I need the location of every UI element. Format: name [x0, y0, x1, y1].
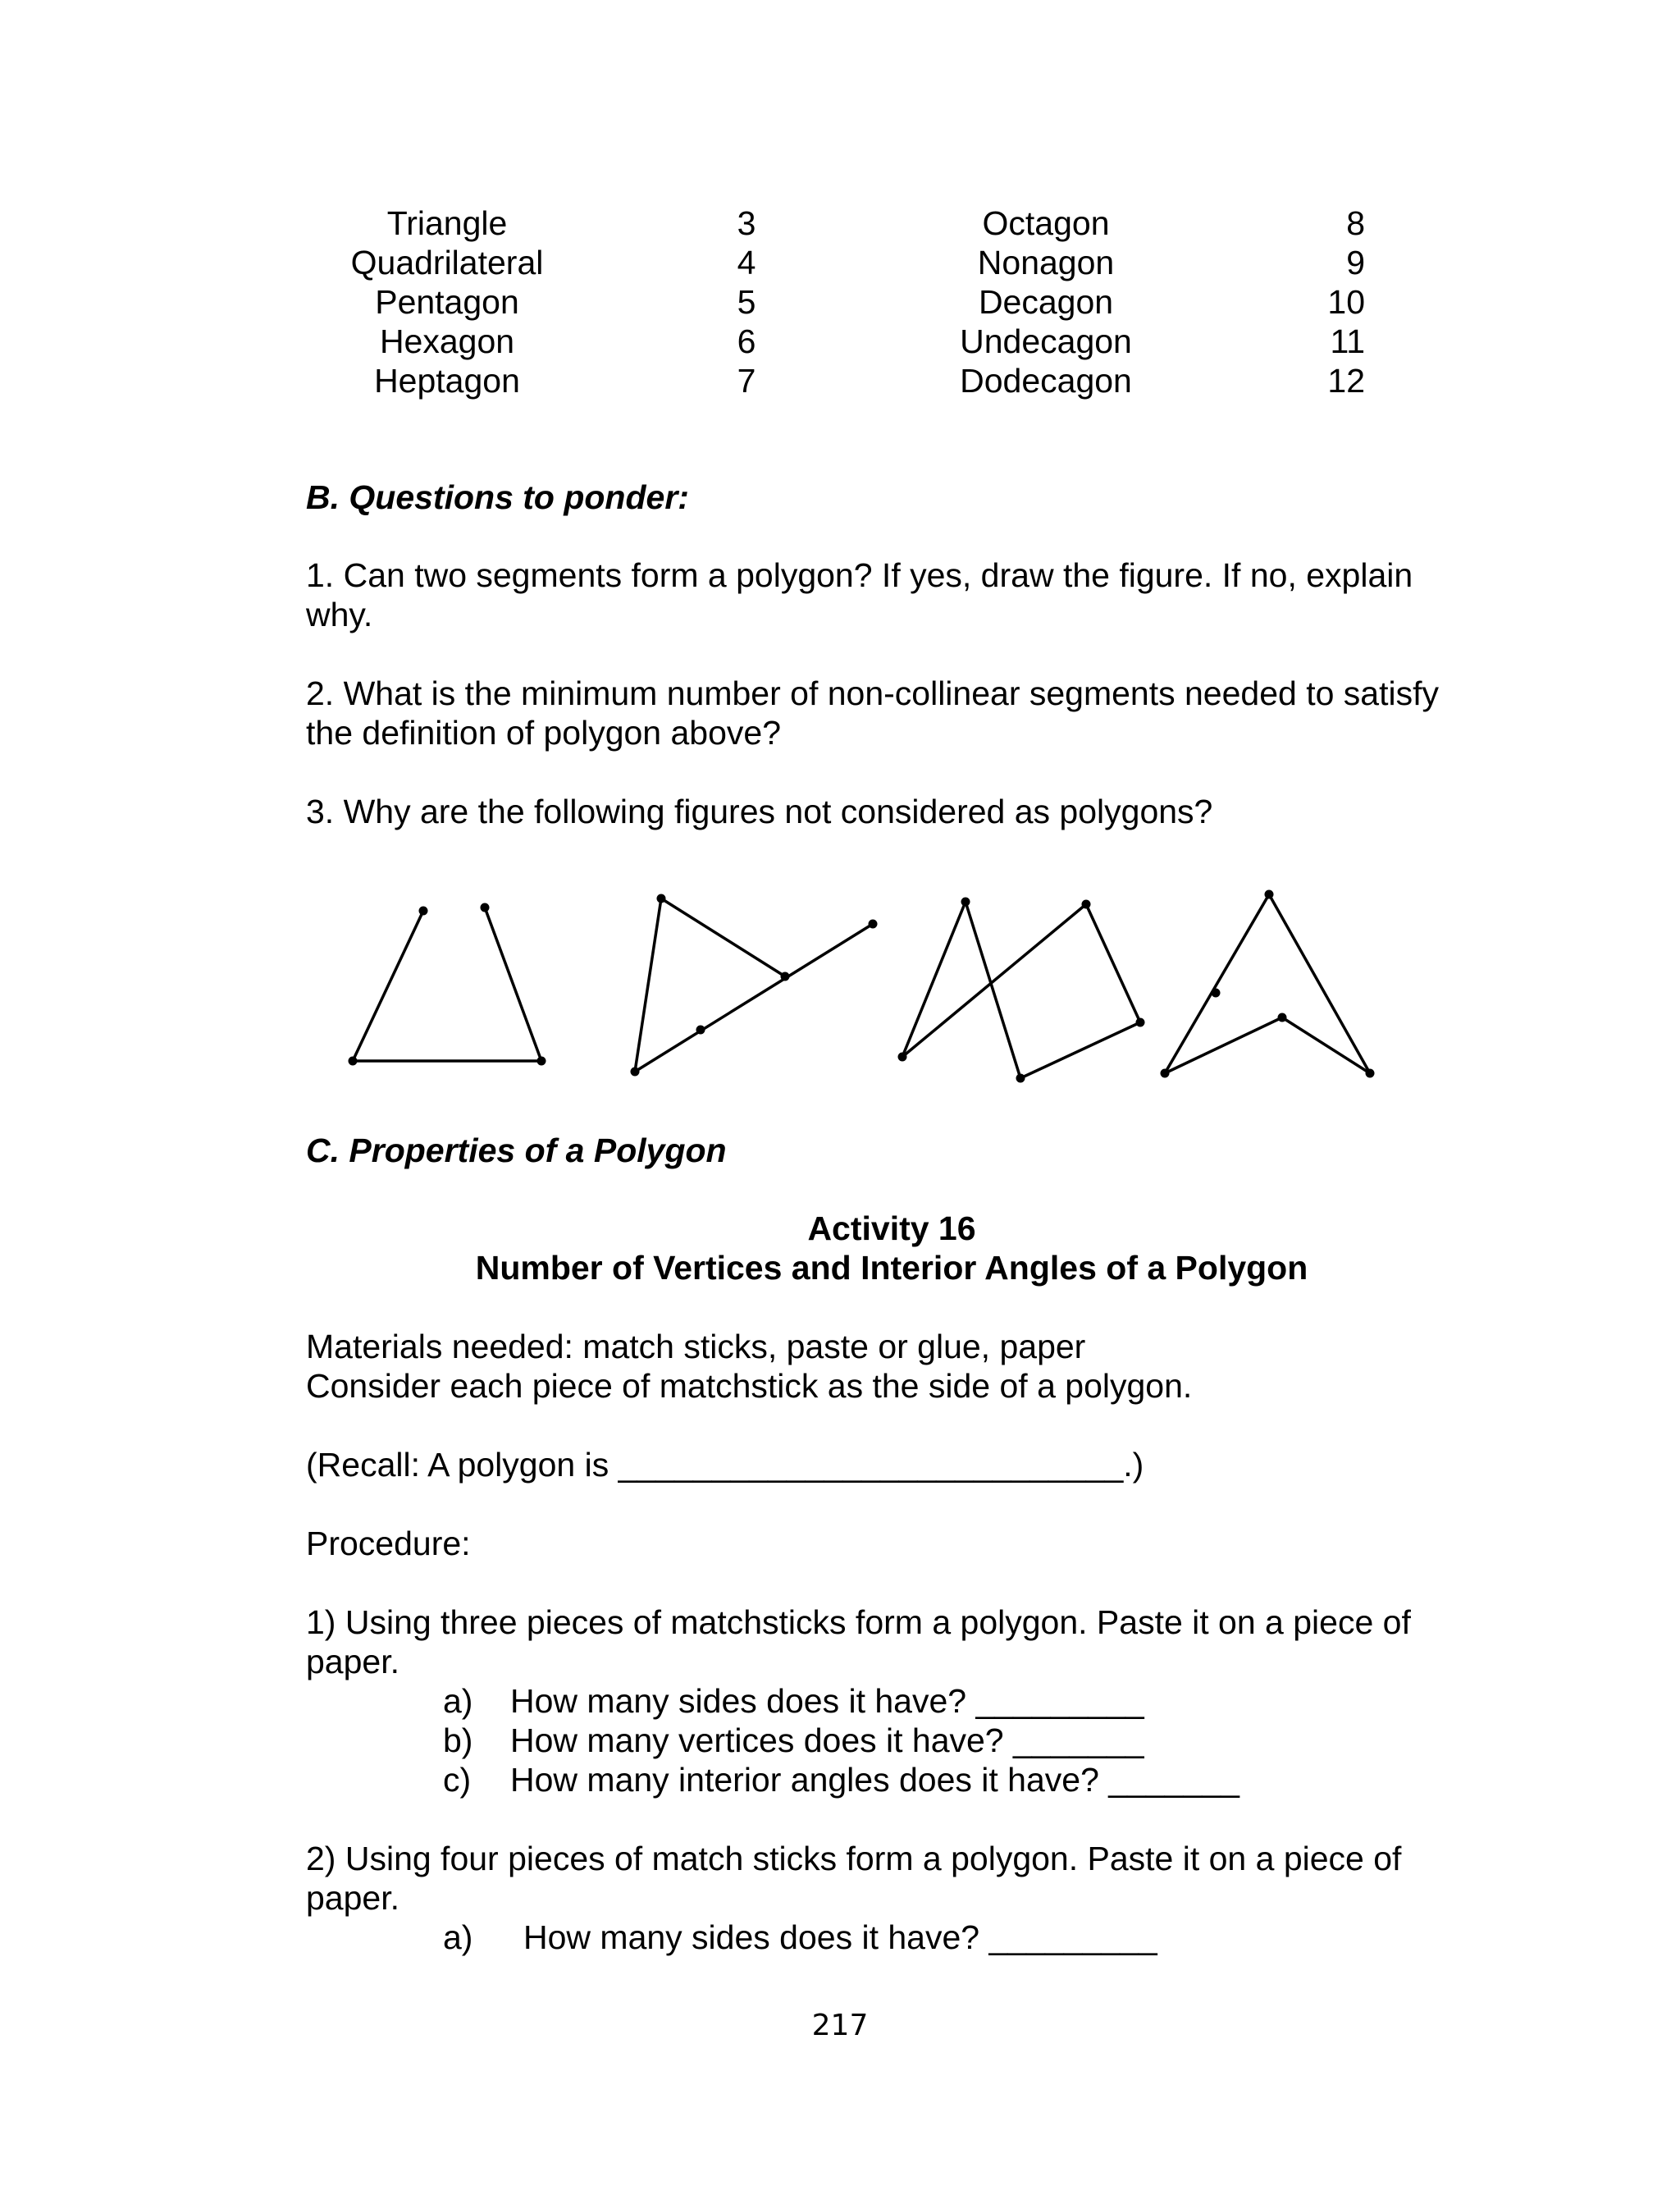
figure-open-triangle [349, 903, 546, 1066]
table-sides-cell: 3 [737, 204, 756, 242]
activity-subtitle: Number of Vertices and Interior Angles of a Polygon [475, 1249, 1308, 1287]
table-name-cell: Decagon [978, 283, 1114, 321]
table-name-cell: Quadrilateral [350, 244, 544, 281]
table-sides-cell: 11 [1330, 322, 1365, 360]
step-1-item-text: How many interior angles does it have? _______ [510, 1761, 1239, 1799]
figure-crossing-segments [631, 894, 878, 1077]
question-1-line-1: 1. Can two segments form a polygon? If yes, draw the figure. If no, explain [306, 556, 1413, 594]
section-b-heading: B. Questions to ponder: [306, 478, 689, 516]
section-c-heading: C. Properties of a Polygon [306, 1132, 727, 1169]
question-2-line-2: the definition of polygon above? [306, 714, 782, 752]
table-name-cell: Triangle [386, 204, 508, 242]
table-sides-cell: 12 [1327, 362, 1365, 400]
page-number: 217 [811, 2009, 869, 2042]
step-2-line-2: paper. [306, 1879, 399, 1917]
table-sides-cell: 6 [737, 322, 756, 360]
step-1-item-label: c) [443, 1761, 472, 1799]
table-name-cell: Octagon [982, 204, 1110, 242]
table-name-cell: Hexagon [379, 322, 515, 360]
question-2-line-1: 2. What is the minimum number of non-collinear segments needed to satisfy [306, 674, 1439, 712]
step-1-line-2: paper. [306, 1643, 399, 1680]
question-1-line-2: why. [306, 596, 373, 633]
step-1-item-label: a) [443, 1682, 473, 1720]
step-1-item-text: How many vertices does it have? _______ [510, 1721, 1144, 1759]
table-name-cell: Nonagon [977, 244, 1115, 281]
table-name-cell: Pentagon [375, 283, 519, 321]
procedure-label: Procedure: [306, 1525, 471, 1562]
step-1-item-text: How many sides does it have? _________ [510, 1682, 1144, 1720]
table-sides-cell: 4 [737, 244, 756, 281]
table-name-cell: Heptagon [374, 362, 520, 400]
consider-text: Consider each piece of matchstick as the side of a polygon. [306, 1367, 1193, 1405]
table-sides-cell: 7 [737, 362, 756, 400]
step-2-item-text: How many sides does it have? _________ [523, 1918, 1157, 1956]
step-2-line-1: 2) Using four pieces of match sticks form a polygon. Paste it on a piece of [306, 1840, 1402, 1877]
step-1-item-label: b) [443, 1721, 473, 1759]
figure-curved-sides [1161, 890, 1375, 1078]
table-sides-cell: 9 [1346, 244, 1365, 281]
non-polygon-figures [328, 878, 1395, 1108]
table-sides-cell: 8 [1346, 204, 1365, 242]
recall-text: (Recall: A polygon is ___________________________.) [306, 1446, 1144, 1484]
question-3: 3. Why are the following figures not considered as polygons? [306, 793, 1213, 830]
table-sides-cell: 5 [737, 283, 756, 321]
activity-title: Activity 16 [807, 1209, 976, 1247]
figure-self-intersecting [898, 898, 1145, 1083]
table-sides-cell: 10 [1327, 283, 1365, 321]
step-2-item-label: a) [443, 1918, 473, 1956]
table-name-cell: Dodecagon [960, 362, 1132, 400]
materials-text: Materials needed: match sticks, paste or glue, paper [306, 1328, 1086, 1365]
table-name-cell: Undecagon [960, 322, 1132, 360]
step-1-line-1: 1) Using three pieces of matchsticks form a polygon. Paste it on a piece of [306, 1603, 1411, 1641]
